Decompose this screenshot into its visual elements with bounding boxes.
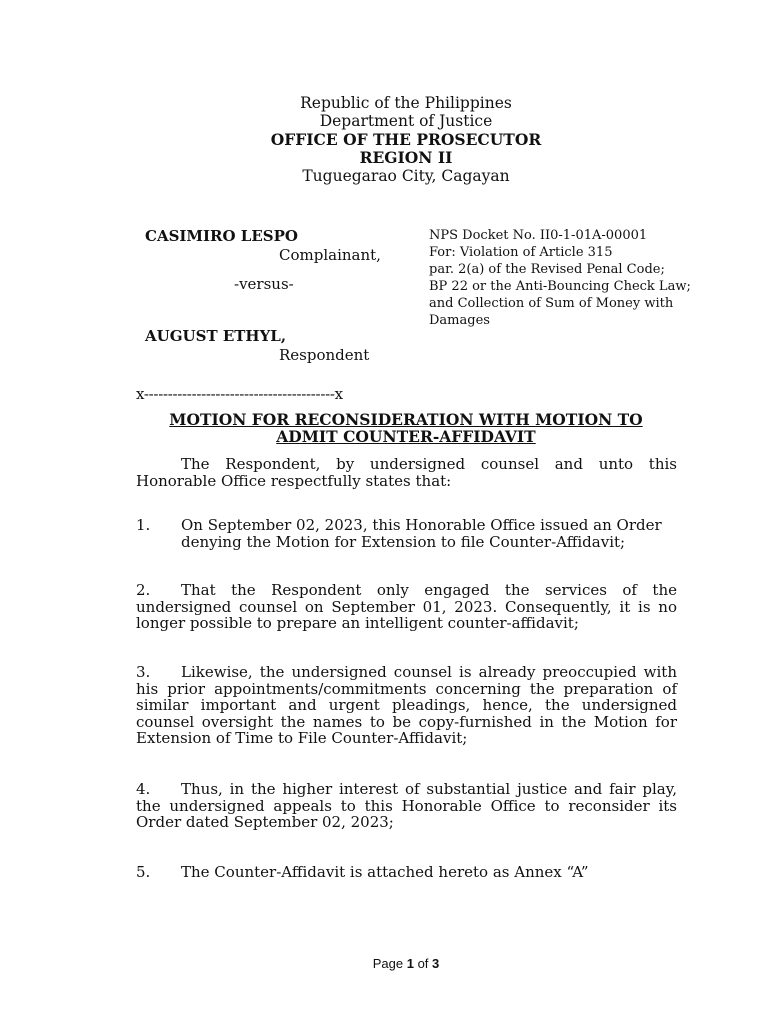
docket-line: NPS Docket No. II0-1-01A-00001 (429, 228, 648, 243)
paragraph-4-line: the undersigned appeals to this Honorable Office to reconsider its (136, 796, 677, 815)
paragraph-2-line: longer possible to prepare an intelligent counter-affidavit; (136, 614, 579, 632)
header-department: Department of Justice (319, 112, 493, 130)
document-title-line2: ADMIT COUNTER-AFFIDAVIT (276, 427, 536, 446)
intro-line1: The Respondent, by undersigned counsel and unto this (181, 455, 677, 473)
of-word: of (417, 956, 429, 971)
paragraph-4-line: 4. Thus, in the higher interest of substantial justice and fair play, (136, 780, 677, 798)
docket-line: and Collection of Sum of Money with (429, 296, 674, 311)
docket-block (429, 227, 691, 329)
paragraph-2 (136, 582, 677, 632)
paragraph-5-line1: The Counter-Affidavit is attached hereto as Annex “A” (181, 863, 589, 881)
paragraph-1-line1: On September 02, 2023, this Honorable Office issued an Order (181, 516, 662, 534)
paragraph-number: 3. (136, 663, 151, 681)
docket-line: BP 22 or the Anti-Bouncing Check Law; (429, 279, 691, 294)
paragraph-4-line: Order dated September 02, 2023; (136, 813, 394, 831)
complainant-name: CASIMIRO LESPO (145, 227, 298, 245)
paragraph-3-line: Extension of Time to File Counter-Affidavit; (136, 729, 468, 747)
total-pages: 3 (432, 956, 440, 971)
complainant-role: Complainant, (279, 246, 381, 264)
paragraph-2-line: 2. That the Respondent only engaged the services of the (136, 581, 677, 599)
header-office: OFFICE OF THE PROSECUTOR (270, 130, 542, 149)
respondent-name: AUGUST ETHYL, (145, 327, 287, 345)
paragraph-number: 2. (136, 581, 151, 599)
docket-line: Damages (429, 313, 490, 328)
paragraph-number: 1. (136, 516, 151, 534)
paragraph-3-line: counsel oversight the names to be copy-furnished in the Motion for (136, 712, 677, 731)
paragraph-3-line: similar important and urgent pleadings, hence, the undersigned (136, 696, 677, 714)
respondent-role: Respondent (279, 346, 370, 364)
versus-label: -versus- (234, 275, 294, 293)
caption-separator: x----------------------------------------x (136, 385, 343, 403)
docket-line: par. 2(a) of the Revised Penal Code; (429, 262, 665, 277)
current-page: 1 (406, 956, 414, 971)
page-indicator (0, 956, 768, 971)
paragraph-3 (136, 664, 677, 747)
paragraph-4 (136, 781, 677, 831)
header-city: Tuguegarao City, Cagayan (302, 167, 510, 185)
paragraph-number: 4. (136, 780, 151, 798)
paragraph-3-line: his prior appointments/commitments concerning the preparation of (136, 679, 677, 698)
page-word: Page (372, 956, 404, 971)
paragraph-2-line: undersigned counsel on September 01, 2023. Consequently, it is no (136, 597, 677, 616)
document-title-line1: MOTION FOR RECONSIDERATION WITH MOTION TO (169, 410, 643, 429)
header-region: REGION II (359, 148, 453, 167)
header-republic: Republic of the Philippines (300, 94, 512, 112)
paragraph-1-line2: denying the Motion for Extension to file Counter-Affidavit; (181, 533, 626, 551)
paragraph-number: 5. (136, 863, 151, 881)
intro-line2: Honorable Office respectfully states that: (136, 472, 452, 490)
paragraph-3-line: 3. Likewise, the undersigned counsel is already preoccupied with (136, 663, 677, 681)
docket-line: For: Violation of Article 315 (429, 245, 613, 260)
